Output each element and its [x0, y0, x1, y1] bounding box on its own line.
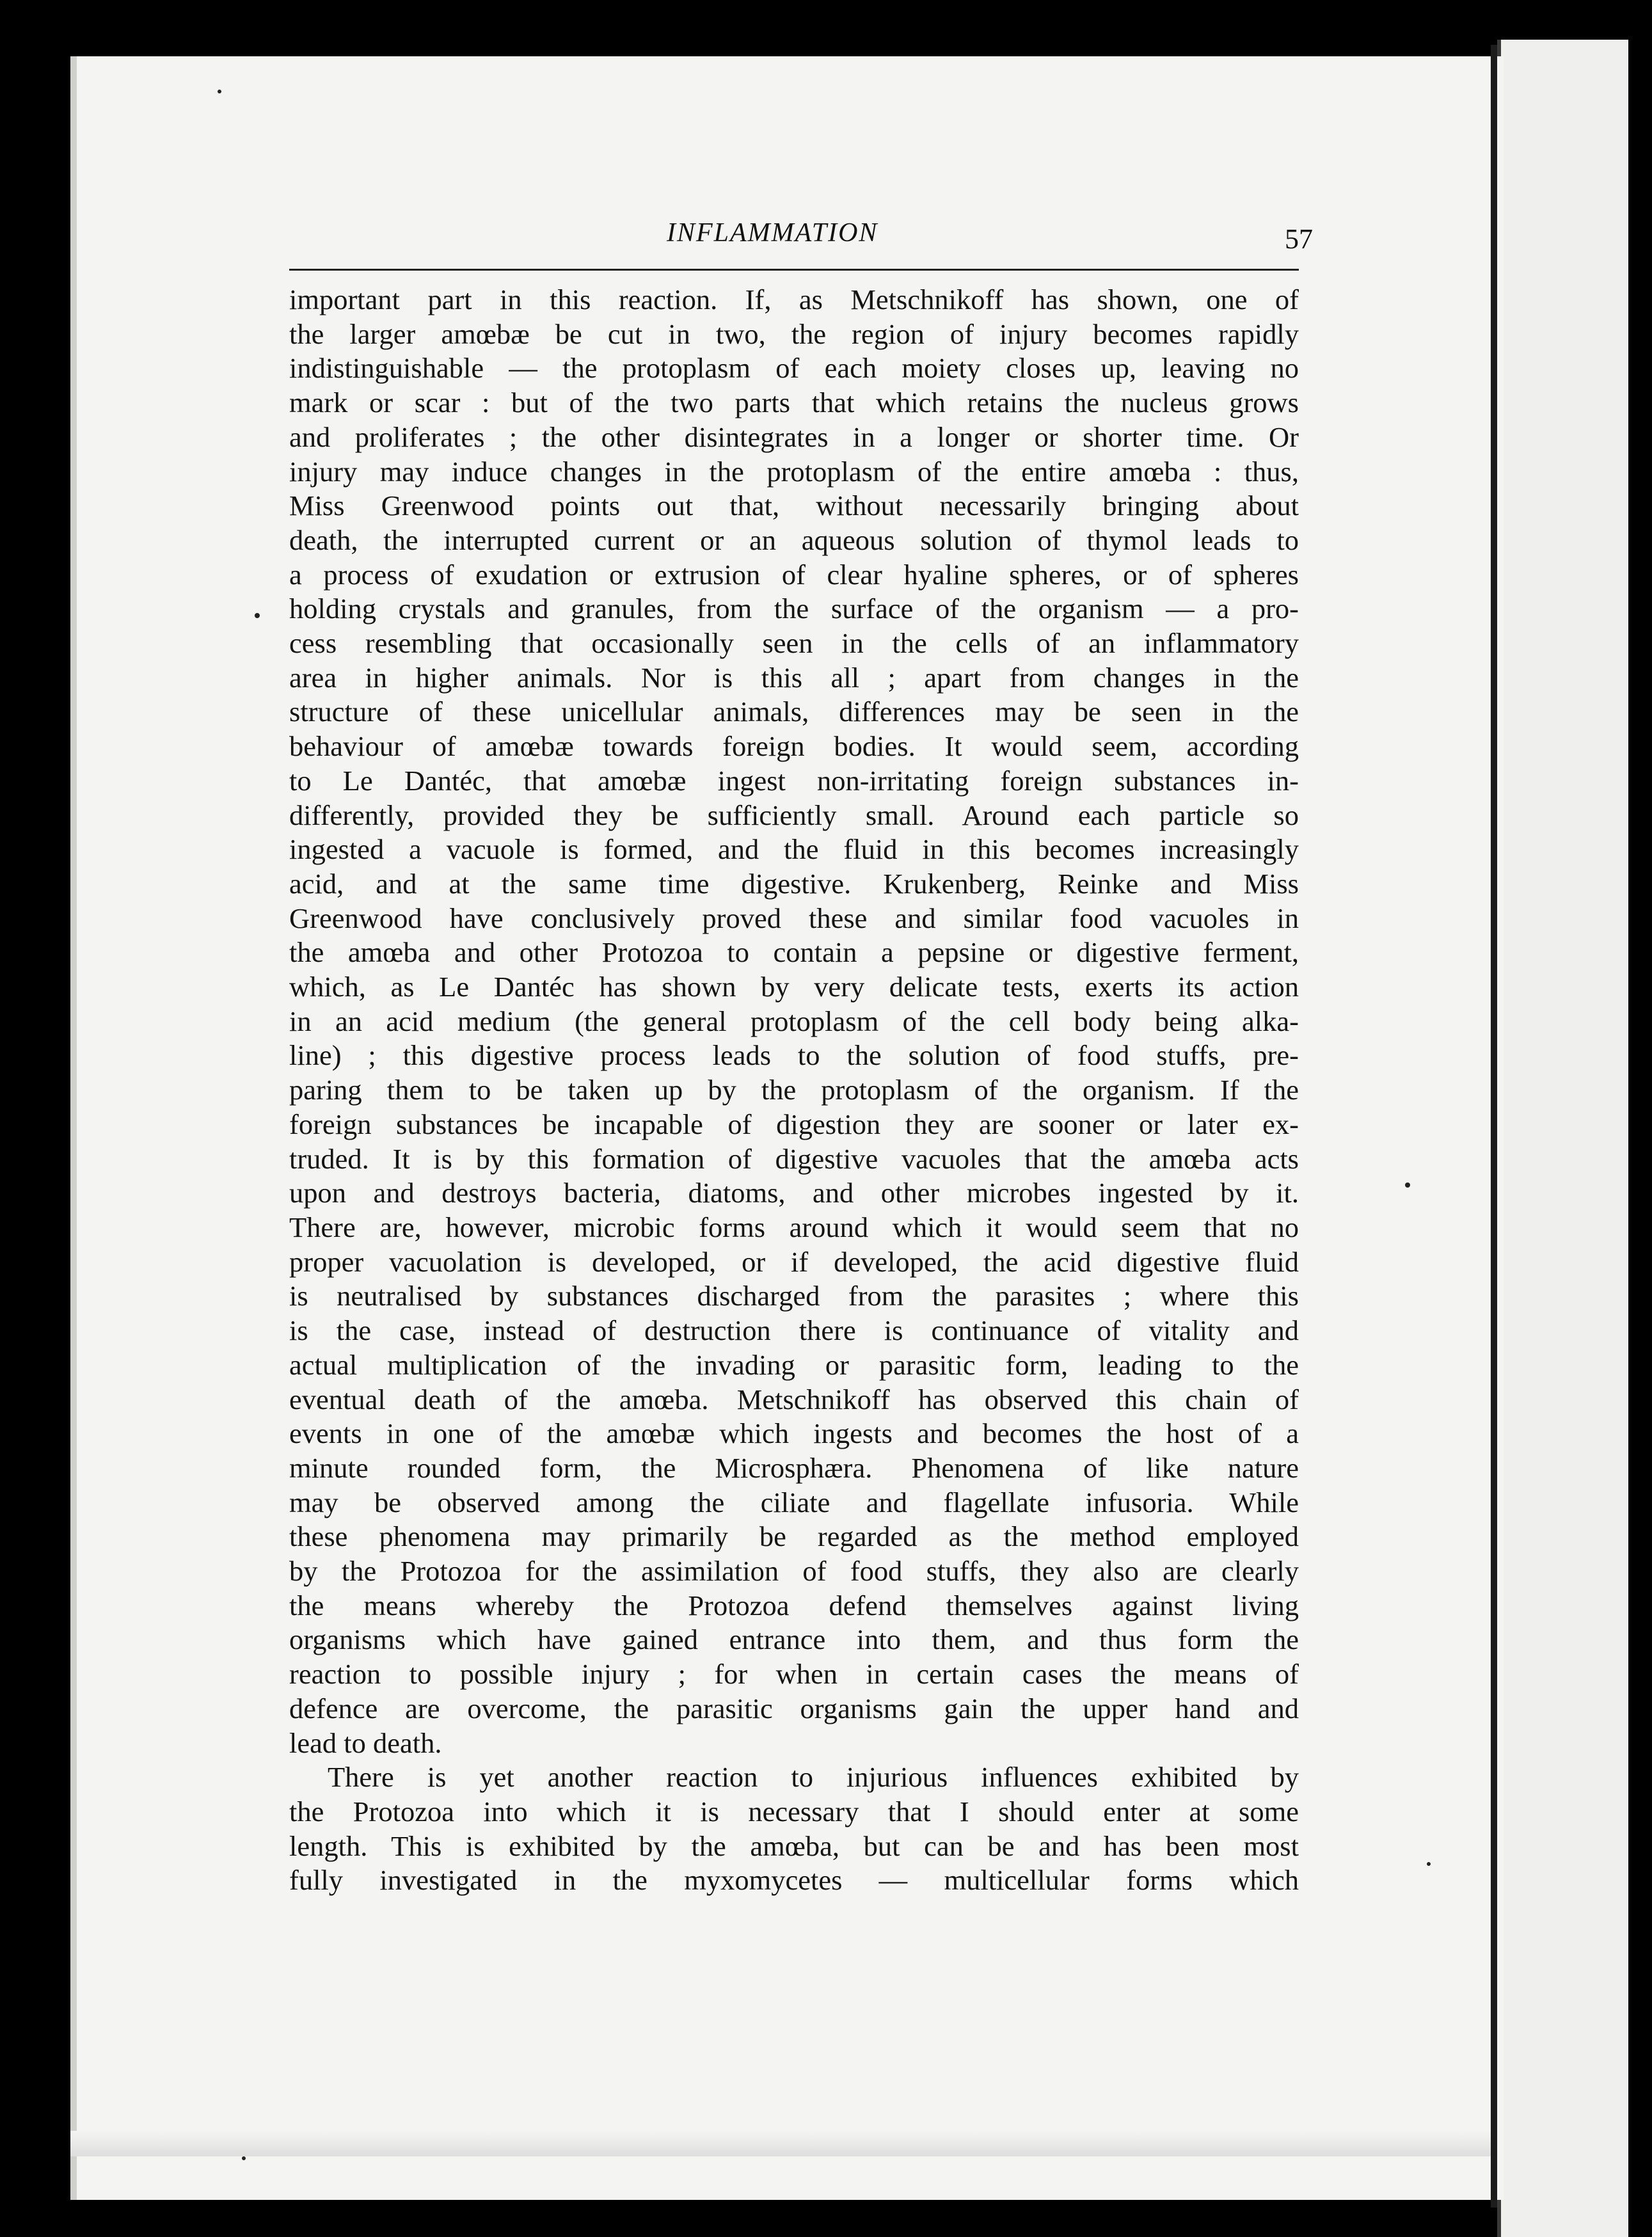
text-line: cess resembling that occasionally seen in the cells of an inflammatory [289, 627, 1299, 660]
text-line: acid, and at the same time digestive. Krukenberg, Reinke and Miss [289, 867, 1299, 900]
text-line: the amœba and other Protozoa to contain a pepsine or digestive ferment, [289, 936, 1299, 969]
text-line: differently, provided they be sufficiently small. Around each particle so [289, 799, 1299, 831]
text-line: Miss Greenwood points out that, without necessarily bringing about [289, 490, 1299, 522]
text-line: these phenomena may primarily be regarded as the method employed [289, 1520, 1299, 1553]
text-line: which, as Le Dantéc has shown by very delicate tests, exerts its action [289, 971, 1299, 1003]
text-line: There are, however, microbic forms around which it would seem that no [289, 1211, 1299, 1243]
text-line: organisms which have gained entrance into them, and thus form the [289, 1623, 1299, 1656]
text-line: events in one of the amœbæ which ingests and becomes the host of a [289, 1417, 1299, 1450]
scan-speck [1405, 1182, 1410, 1188]
page-gutter-edge [1491, 45, 1497, 2208]
text-line: to Le Dantéc, that amœbæ ingest non-irritating foreign substances in- [289, 764, 1299, 797]
text-line: defence are overcome, the parasitic organisms gain the upper hand and [289, 1692, 1299, 1724]
text-line: actual multiplication of the invading or parasitic form, leading to the [289, 1348, 1299, 1381]
text-line: line) ; this digestive process leads to the solution of food stuffs, pre- [289, 1039, 1299, 1072]
text-line: in an acid medium (the general protoplasm of the cell body being alka- [289, 1005, 1299, 1037]
text-line: eventual death of the amœba. Metschnikoff has observed this chain of [289, 1383, 1299, 1415]
text-line: structure of these unicellular animals, differences may be seen in the [289, 696, 1299, 728]
body-text [289, 283, 1299, 1898]
scan-border-right [1628, 0, 1652, 2237]
text-line: mark or scar : but of the two parts that which retains the nucleus grows [289, 386, 1299, 419]
page-bottom-shadow [70, 2131, 1497, 2156]
paragraph-start-line: There is yet another reaction to injurious influences exhibited by [328, 1761, 1299, 1794]
text-line: truded. It is by this formation of digestive vacuoles that the amœba acts [289, 1142, 1299, 1175]
text-line: holding crystals and granules, from the surface of the organism — a pro- [289, 593, 1299, 625]
text-line: lead to death. [289, 1726, 442, 1759]
text-line: is neutralised by substances discharged from the parasites ; where this [289, 1280, 1299, 1312]
text-line: the means whereby the Protozoa defend themselves against living [289, 1589, 1299, 1621]
page-number: 57 [1285, 223, 1313, 255]
text-line: a process of exudation or extrusion of clear hyaline spheres, or of spheres [289, 558, 1299, 591]
text-line: area in higher animals. Nor is this all ; apart from changes in the [289, 661, 1299, 694]
text-line: injury may induce changes in the protoplasm of the entire amœba : thus, [289, 455, 1299, 488]
scan-speck [218, 90, 221, 93]
text-line: paring them to be taken up by the protoplasm of the organism. If the [289, 1074, 1299, 1106]
text-line: minute rounded form, the Microsphæra. Phenomena of like nature [289, 1451, 1299, 1484]
text-line: important part in this reaction. If, as Metschnikoff has shown, one of [289, 283, 1299, 315]
running-header [289, 218, 1313, 269]
text-line: is the case, instead of destruction there is continuance of vitality and [289, 1314, 1299, 1347]
text-line: Greenwood have conclusively proved these and similar food vacuoles in [289, 902, 1299, 934]
text-line: and proliferates ; the other disintegrates in a longer or shorter time. Or [289, 420, 1299, 453]
text-line: the Protozoa into which it is necessary that I should enter at some [289, 1795, 1299, 1827]
text-line: may be observed among the ciliate and flagellate infusoria. While [289, 1486, 1299, 1518]
text-line: indistinguishable — the protoplasm of each moiety closes up, leaving no [289, 352, 1299, 385]
scan-speck [255, 613, 260, 618]
text-line: fully investigated in the myxomycetes — multicellular forms which [289, 1864, 1299, 1897]
text-line: foreign substances be incapable of digestion they are sooner or later ex- [289, 1108, 1299, 1140]
text-line: by the Protozoa for the assimilation of food stuffs, they also are clearly [289, 1555, 1299, 1588]
text-line: length. This is exhibited by the amœba, but can be and has been most [289, 1829, 1299, 1862]
running-title: INFLAMMATION [667, 218, 878, 248]
text-line: reaction to possible injury ; for when in certain cases the means of [289, 1658, 1299, 1691]
text-line: ingested a vacuole is formed, and the fluid in this becomes increasingly [289, 833, 1299, 866]
text-line: behaviour of amœbæ towards foreign bodies. It would seem, according [289, 730, 1299, 763]
text-line: upon and destroys bacteria, diatoms, and other microbes ingested by it. [289, 1177, 1299, 1209]
text-line: death, the interrupted current or an aqueous solution of thymol leads to [289, 523, 1299, 556]
scan-speck [1427, 1862, 1431, 1866]
text-line: proper vacuolation is developed, or if developed, the acid digestive fluid [289, 1245, 1299, 1278]
header-rule [289, 269, 1299, 271]
scan-speck [242, 2156, 246, 2160]
text-line: the larger amœbæ be cut in two, the region of injury becomes rapidly [289, 317, 1299, 350]
scan-border-top [0, 0, 1652, 45]
